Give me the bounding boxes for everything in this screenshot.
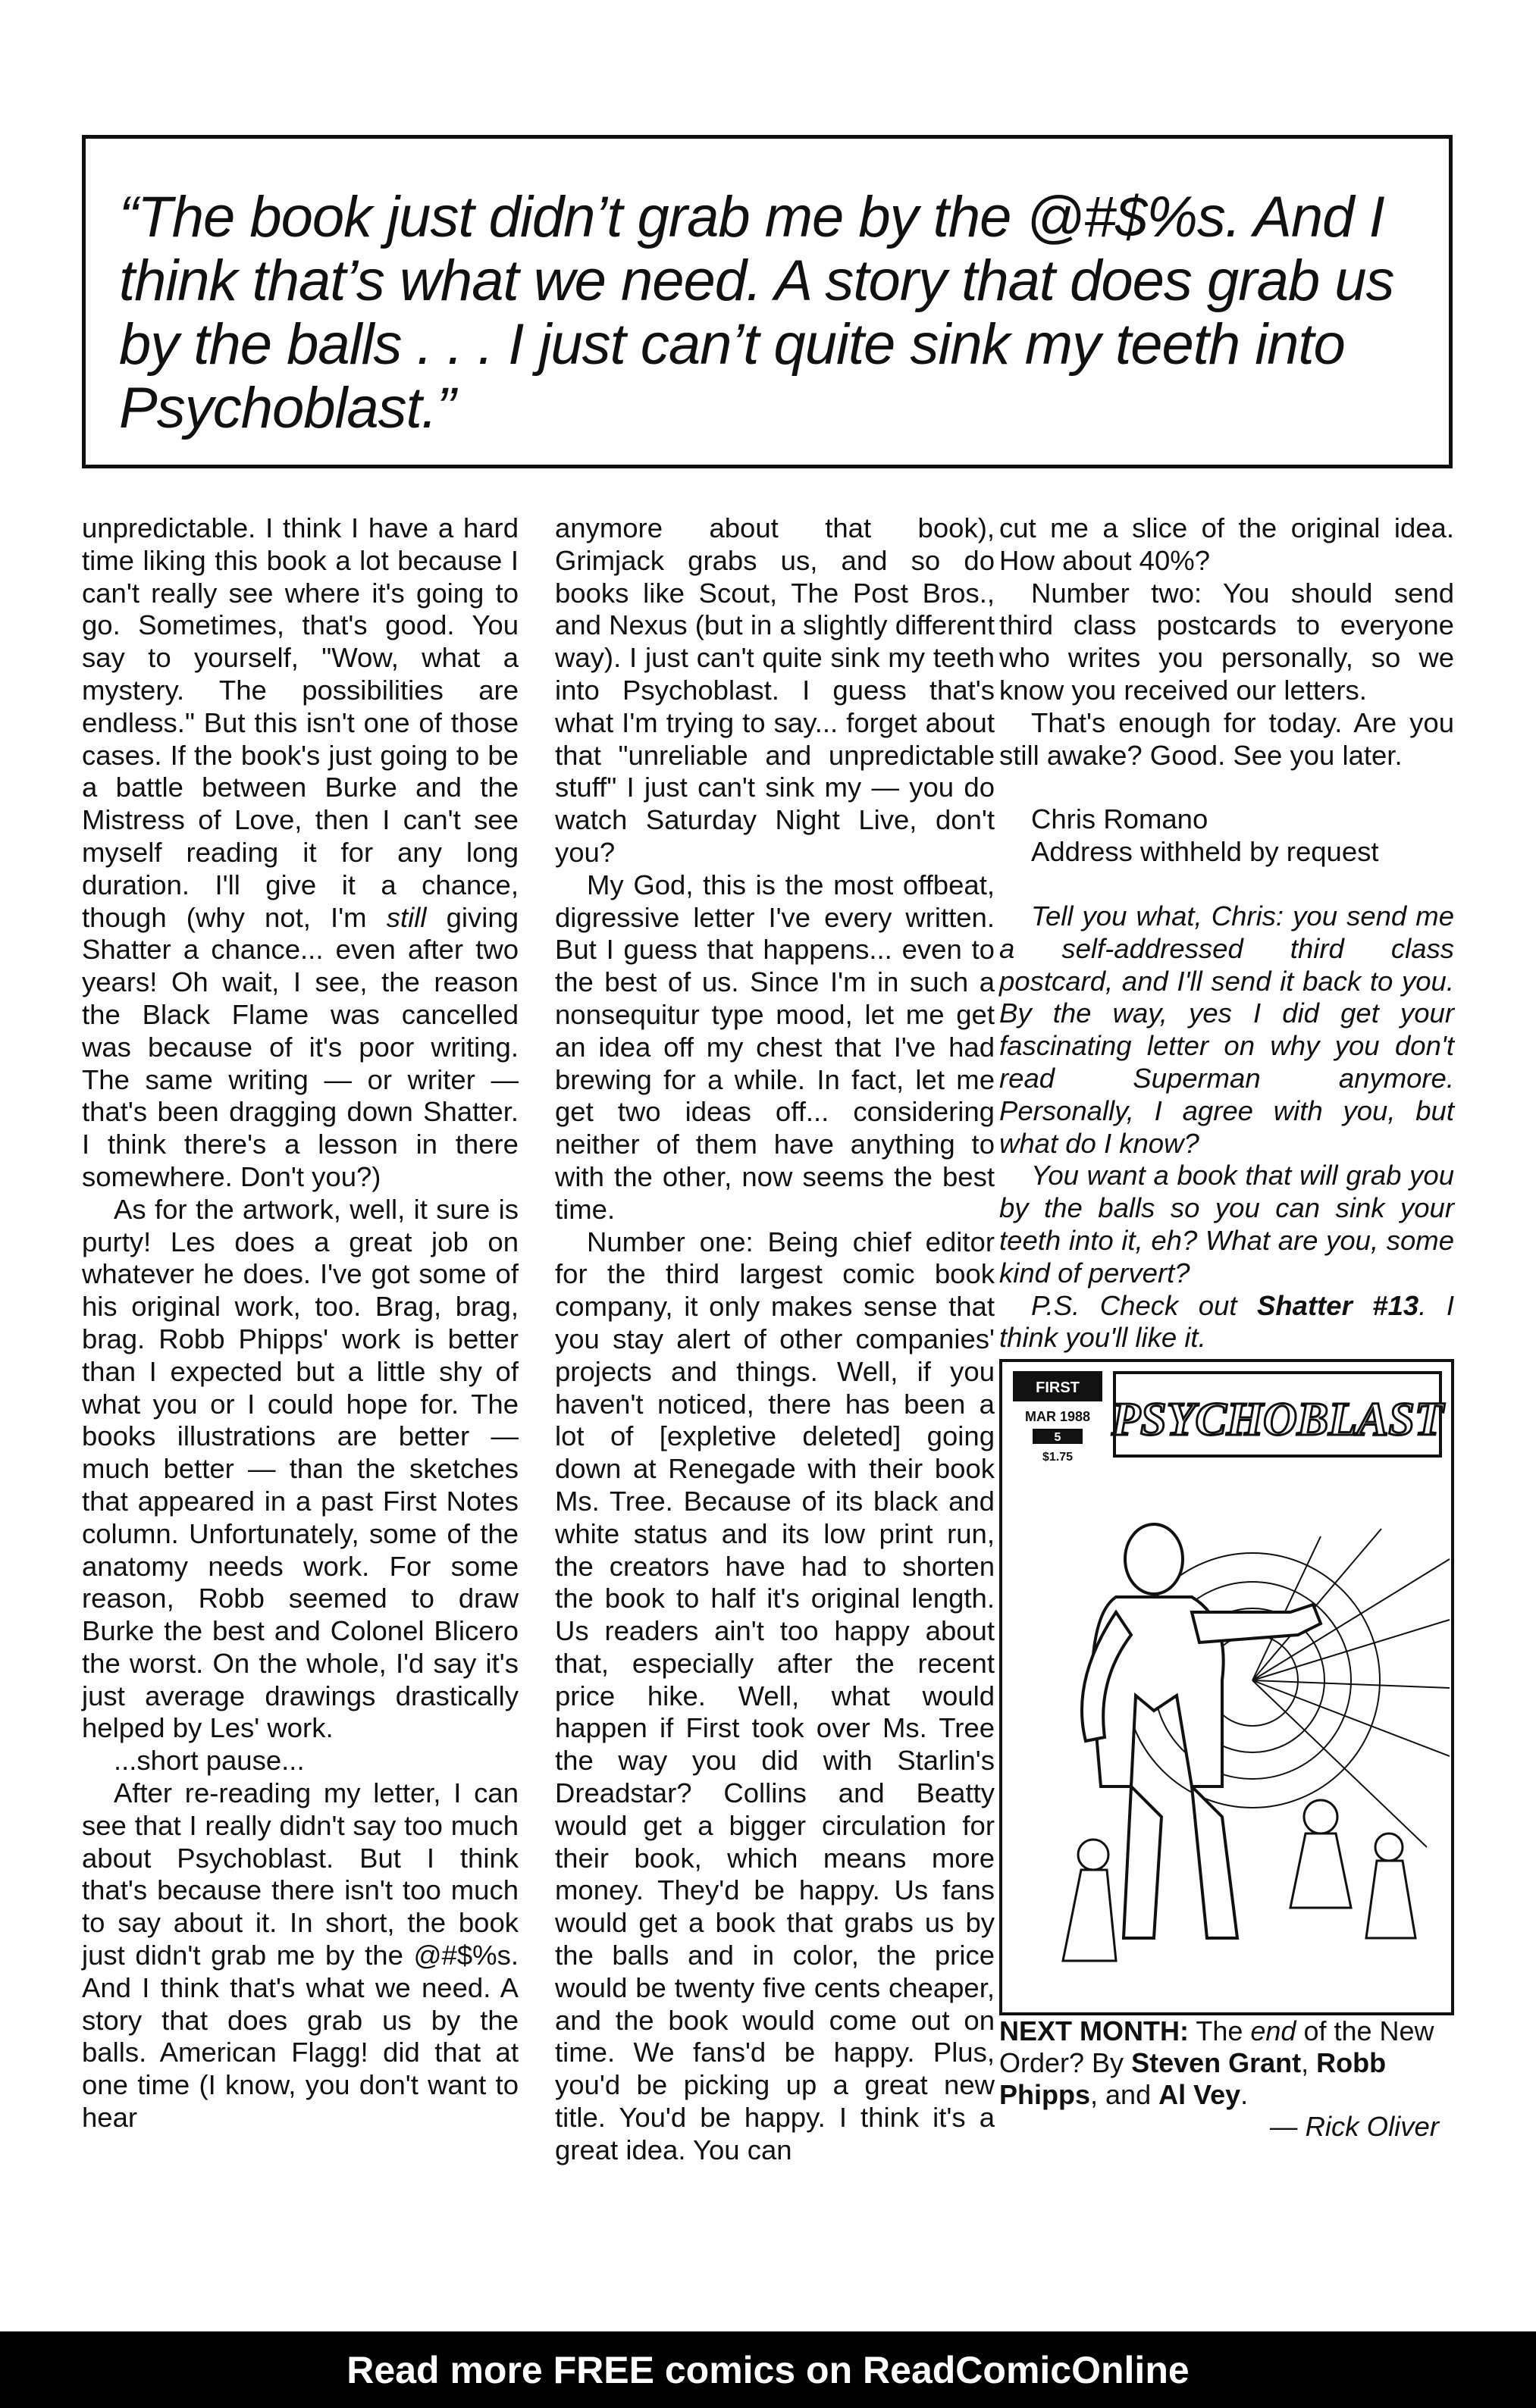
signature-address: Address withheld by request <box>1031 836 1379 868</box>
paragraph: cut me a slice of the original idea. How about 40%? <box>999 512 1454 576</box>
letter-column-3 <box>999 512 1454 2143</box>
paragraph: As for the artwork, well, it sure is purty! Les does a great job on whatever he does. I've got some of his original work, too. Brag, brag, brag. Robb Phipps' work is better than I expected but a little shy of what you or I could hope for. The books illustrations are better — much better — than the sketches that appeared in a past First Notes column. Unfortunately, some of the anatomy needs work. For some reason, Robb seemed to draw Burke the best and Colonel Blicero the worst. On the whole, I'd say it's just average drawings drastically helped by Les' work. <box>82 1193 519 1744</box>
letter-column-2 <box>555 512 995 2167</box>
letter-column-1 <box>82 512 519 2134</box>
paragraph: unpredictable. I think I have a hard time liking this book a lot because I can't really see where it's going to go. Sometimes, that's good. You say to yourself, "Wow, what a mystery. The possibilities are endless." But this isn't one of those cases. If the book's just going to be a battle between Burke and the Mistress of Love, then I can't see myself reading it for any long duration. I'll give it a chance, though (why not, I'm still giving Shatter a chance... even after two years! Oh wait, I see, the reason the Black Flame was cancelled was because of it's poor writing. The same writing — or writer — that's been dragging down Shatter. I think there's a lesson in there somewhere. Don't you?) <box>82 512 519 1192</box>
signature-name: Chris Romano <box>1031 803 1208 835</box>
paragraph: ...short pause... <box>114 1745 305 1777</box>
cover-publisher: FIRST <box>1036 1379 1080 1397</box>
spacer <box>999 772 1454 803</box>
cover-issue: 5 <box>1054 1431 1061 1445</box>
cover-date: MAR 1988 <box>1024 1409 1091 1425</box>
editor-reply: You want a book that will grab you by the balls so you can sink your teeth into it, eh? What are you, some kind of pervert? <box>999 1160 1454 1289</box>
pull-quote-box <box>82 135 1453 468</box>
paragraph: anymore about that book), Grimjack grabs us, and so do books like Scout, The Post Bros., and Nexus (but in a slightly different way). I just can't quite sink my teeth into Psychoblast. I guess that's what I'm trying to say... forget about that "unreliable and unpredictable stuff" I just can't sink my — you do watch Saturday Night Live, don't you? <box>555 512 995 868</box>
paragraph: That's enough for today. Are you still awake? Good. See you later. <box>999 706 1454 771</box>
cover-logo <box>1111 1373 1445 1456</box>
next-month-blurb: NEXT MONTH: The end of the New Order? By Steven Grant, Robb Phipps, and Al Vey. <box>999 2015 1434 2111</box>
cover-illustration <box>1002 1362 1451 2012</box>
paragraph: Number two: You should send third class postcards to everyone who writes you personally, so we know you received our letters. <box>999 577 1454 706</box>
paragraph: After re-reading my letter, I can see that I really didn't say too much about Psychoblast. But I think that's because there isn't too much to say about it. In short, the book just didn't grab me by the @#$%s. And I think that's what we need. A story that does grab us by the balls. American Flagg! did that at one time (I know, you don't want to hear <box>82 1777 519 2134</box>
cover-logo-text: PSYCHOBLAST <box>1111 1394 1444 1446</box>
psychoblast-cover-image <box>999 1359 1454 2015</box>
footer-banner[interactable] <box>0 2331 1536 2408</box>
editor-credit: — Rick Oliver <box>1269 2111 1439 2143</box>
footer-banner-text[interactable]: Read more FREE comics on ReadComicOnline <box>346 2348 1190 2391</box>
pull-quote: “The book just didn’t grab me by the @#$%s. And I think that’s what we need. A story that does grab us by the balls . . . I just can’t quite sink my teeth into Psychoblast.” <box>119 185 1394 440</box>
spacer <box>999 869 1454 900</box>
paragraph: My God, this is the most offbeat, digressive letter I've every written. But I guess that happens... even to the best of us. Since I'm in such a nonsequitur type mood, let me get an idea off my chest that I've had brewing for a while. In fact, let me get two ideas off... considering neither of them have anything to with the other, now seems the best time. <box>555 869 995 1225</box>
postscript: P.S. Check out Shatter #13. I think you'll like it. <box>999 1289 1454 1354</box>
cover-price: $1.75 <box>1042 1451 1074 1464</box>
paragraph: Number one: Being chief editor for the third largest comic book company, it only makes sense that you stay alert of other companies' projects and things. Well, if you haven't noticed, there has been a lot of [expletive deleted] going down at Renegade with their book Ms. Tree. Because of its black and white status and its low print run, the creators have had to shorten the book to half it's original length. Us readers ain't too happy about that, especially after the recent price hike. Well, what would happen if First took over Ms. Tree the way you did with Starlin's Dreadstar? Collins and Beatty would get a bigger circulation for their book, which means more money. They'd be happy. Us fans would get a book that grabs us by the balls and in color, the price would be twenty five cents cheaper, and the book would come out on time. We fans'd be happy. Plus, you'd be picking up a great new title. You'd be happy. I think it's a great idea. You can <box>555 1226 995 2165</box>
editor-reply: Tell you what, Chris: you send me a self-addressed third class postcard, and I'll send it back to you. By the way, yes I did get your fascinating letter on why you don't read Superman anymore. Personally, I agree with you, but what do I know? <box>999 900 1454 1159</box>
